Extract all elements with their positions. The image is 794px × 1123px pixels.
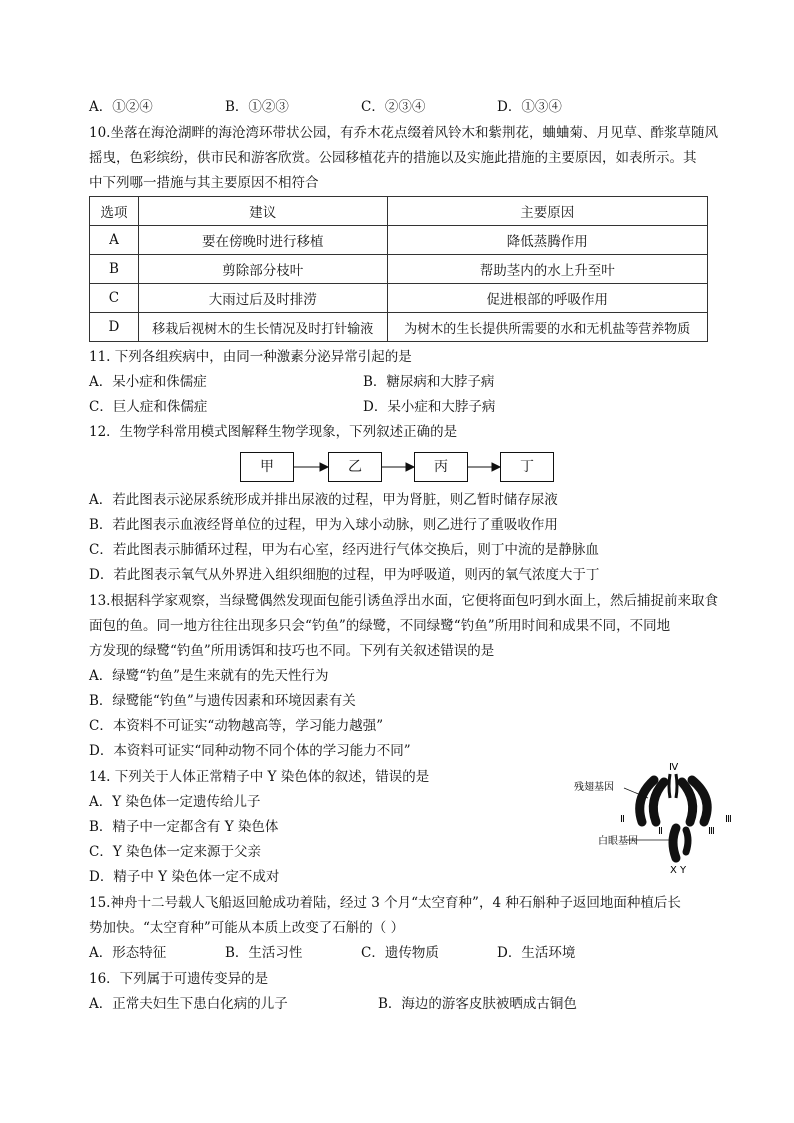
- q11-option-d: D．呆小症和大脖子病: [363, 399, 496, 415]
- q9-option-d: D．①③④: [497, 99, 562, 115]
- table-cell: D: [90, 313, 139, 342]
- label-iii-second: Ⅲ: [708, 826, 715, 837]
- flow-box-yi: 乙: [328, 452, 382, 482]
- table-cell: 移栽后视树木的生长情况及时打针输液: [138, 313, 387, 342]
- flow-box-jia: 甲: [240, 452, 294, 482]
- q9-option-a: A．①②④: [89, 99, 153, 115]
- q14-option-b: B．精子中一定都含有 Y 染色体: [89, 819, 279, 835]
- flow-arrowhead-2: [406, 463, 414, 471]
- q16-option-b: B．海边的游客皮肤被晒成古铜色: [378, 996, 577, 1012]
- table-cell: C: [90, 284, 139, 313]
- q13-stem-line1: 13.根据科学家观察，当绿鹭偶然发现面包能引诱鱼浮出水面，它便将面包叼到水面上，然后捕捉前来取食: [89, 593, 718, 609]
- chromosome-x: [673, 828, 676, 858]
- q16-option-a: A．正常夫妇生下患白化病的儿子: [89, 996, 288, 1012]
- q10-stem-line3: 中下列哪一措施与其主要原因不相符合: [89, 175, 319, 191]
- flow-arrowhead-3: [492, 463, 500, 471]
- table-cell: B: [90, 255, 139, 284]
- q15-option-c: C．遗传物质: [361, 945, 439, 961]
- q11-option-c: C．巨人症和侏儒症: [89, 399, 208, 415]
- q12-option-c: C．若此图表示肺循环过程，甲为右心室，经丙进行气体交换后，则丁中流的是静脉血: [89, 542, 599, 558]
- table-cell: 降低蒸腾作用: [387, 226, 707, 255]
- chromosome-ii-inner: [653, 782, 664, 822]
- q10-stem-line2: 摇曳，色彩缤纷，供市民和游客欣赏。公园移植花卉的措施以及实施此措施的主要原因，如表所示。其: [89, 150, 697, 166]
- q13-option-b: B．绿鹭能“钓鱼”与遗传因素和环境因素有关: [89, 693, 356, 709]
- q13-option-d: D．本资料可证实“同种动物不同个体的学习能力不同”: [89, 743, 411, 759]
- label-iv: Ⅳ: [669, 762, 679, 773]
- chromosome-figure: [572, 758, 742, 878]
- label-ii-left: Ⅱ: [620, 814, 625, 825]
- q15-stem-line2: 势加快。“太空育种”可能从本质上改变了石斛的（ ）: [89, 920, 405, 936]
- table-header: 选项: [90, 197, 139, 226]
- q14-option-d: D．精子中 Y 染色体一定不成对: [89, 869, 280, 885]
- table-cell: A: [90, 226, 139, 255]
- q9-option-c: C．②③④: [361, 99, 426, 115]
- chromosome-y: [686, 830, 688, 852]
- q11-option-a: A．呆小症和侏儒症: [89, 374, 207, 390]
- q14-option-a: A．Y 染色体一定遗传给儿子: [89, 794, 261, 810]
- table-cell: 大雨过后及时排涝: [138, 284, 387, 313]
- q15-options: [89, 943, 575, 963]
- q13-stem-line2: 面包的鱼。同一地方往往出现多只会“钓鱼”的绿鹭，不同绿鹭“钓鱼”所用时间和成果不同，不同地: [89, 618, 671, 634]
- table-header: 建议: [138, 197, 387, 226]
- label-ii-second: Ⅱ: [658, 826, 663, 837]
- q12-option-a: A．若此图表示泌尿系统形成并排出尿液的过程，甲为肾脏，则乙暂时储存尿液: [89, 492, 558, 508]
- q14-option-c: C．Y 染色体一定来源于父亲: [89, 844, 262, 860]
- table-cell: 为树木的生长提供所需要的水和无机盐等营养物质: [387, 313, 707, 342]
- flow-arrowhead-1: [320, 463, 328, 471]
- label-xy: X Y: [670, 865, 687, 876]
- q12-option-d: D．若此图表示氧气从外界进入组织细胞的过程，甲为呼吸道，则丙的氧气浓度大于丁: [89, 567, 600, 583]
- q13-stem-line3: 方发现的绿鹭“钓鱼”所用诱饵和技巧也不同。下列有关叙述错误的是: [89, 643, 495, 659]
- q15-option-d: D．生活环境: [497, 945, 576, 961]
- q15-option-b: B．生活习性: [225, 945, 303, 961]
- label-vestigial-wing-gene: 残翅基因: [574, 782, 614, 793]
- q12-option-b: B．若此图表示血液经肾单位的过程，甲为入球小动脉，则乙进行了重吸收作用: [89, 517, 558, 533]
- q10-stem-line1: 10.坐落在海沧湖畔的海沧湾环带状公园，有乔木花点缀着风铃木和紫荆花，蛐蛐菊、月见草、酢浆草随风: [89, 125, 718, 141]
- q13-option-c: C．本资料不可证实“动物越高等，学习能力越强”: [89, 718, 384, 734]
- q13-option-a: A．绿鹭“钓鱼”是生来就有的先天性行为: [89, 668, 329, 684]
- q11-option-b: B．糖尿病和大脖子病: [363, 374, 495, 390]
- label-iii-right: Ⅲ: [725, 814, 732, 825]
- q9-option-b: B．①②③: [225, 99, 289, 115]
- q15-option-a: A．形态特征: [89, 945, 167, 961]
- table-cell: 帮助茎内的水上升至叶: [387, 255, 707, 284]
- q11-stem: 11. 下列各组疾病中，由同一种激素分泌异常引起的是: [89, 349, 412, 365]
- chromosome-iii-inner: [682, 782, 693, 822]
- q16-stem: 16．下列属于可遗传变异的是: [89, 971, 269, 987]
- flow-box-bing: 丙: [414, 452, 468, 482]
- label-white-eye-gene: 白眼基因: [598, 836, 638, 847]
- q12-stem: 12．生物学科常用模式图解释生物学现象，下列叙述正确的是: [89, 424, 458, 440]
- table-cell: 要在傍晚时进行移植: [138, 226, 387, 255]
- table-header: 主要原因: [387, 197, 707, 226]
- table-cell: 剪除部分枝叶: [138, 255, 387, 284]
- q15-stem-line1: 15.神舟十二号载人飞船返回舱成功着陆，经过 3 个月“太空育种”，4 种石斛种子返回地面种植后长: [89, 895, 681, 911]
- flow-box-ding: 丁: [500, 452, 554, 482]
- chromosome-iv-right: [676, 774, 677, 798]
- table-cell: 促进根部的呼吸作用: [387, 284, 707, 313]
- q14-stem: 14. 下列关于人体正常精子中 Y 染色体的叙述，错误的是: [89, 769, 430, 785]
- chromosome-iv-left: [669, 774, 670, 798]
